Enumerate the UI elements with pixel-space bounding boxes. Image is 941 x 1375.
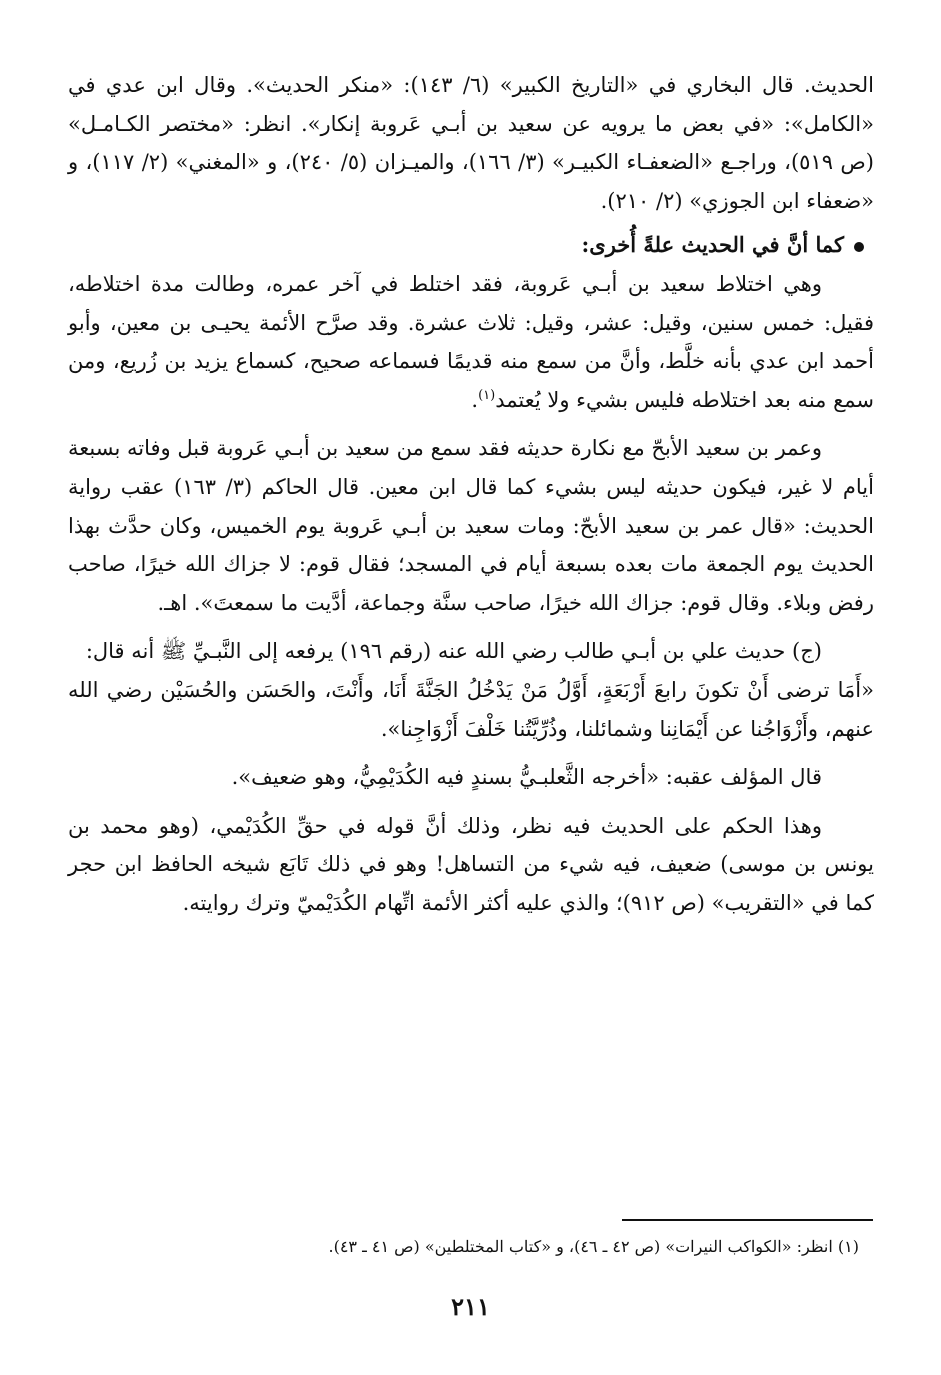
paragraph-2 [68,265,874,419]
bullet-icon [854,242,864,252]
hadith-quote: «أَمَا ترضى أَنْ تكونَ رابعَ أَرْبَعَةٍ، أَوَّلُ مَنْ يَدْخُلُ الجَنَّةَ أَنَا، وأَنْتَ، والحَسَن والحُسَيْن رضي الله عنهم، وأَزْوَاجُنا عن أَيْمَانِنا وشمائلنا، وذُرِّيَّتُنا خَلْفَ أَزْوَاجِنا». [68,677,874,741]
page-body [68,66,874,922]
paragraph-6: وهذا الحكم على الحديث فيه نظر، وذلك أنَّ قوله في حقِّ الكُدَيْمي، (وهو محمد بن يونس بن موسى) ضعيف، فيه شيء من التساهل! وهو في ذلك تَابَع شيخه الحافظ ابن حجر كما في «التقريب» (ص ٩١٢)؛ والذي عليه أكثر الأئمة اتِّهام الكُدَيْميّ وترك روايته. [68,813,874,915]
footnote-reference: (١) [478,387,496,403]
paragraph-2-text: وهي اختلاط سعيد بن أبـي عَروبة، فقد اختلط في آخر عمره، وطالت مدة اختلاطه، فقيل: خمس سنين، وقيل: عشر، وقيل: ثلاث عشرة. وقد صرَّح الأئمة يحيـى بن معين، وأبو أحمد ابن عدي بأنه خلَّط، وأنَّ من سمع منه قديمًا فسماعه صحيح، كسماع يزيد بن زُريع، ومن سمع منه بعد اختلاطه فليس بشيء ولا يُعتمد [68,271,874,412]
paragraph-2-end: . [471,387,479,412]
paragraph-1: الحديث. قال البخاري في «التاريخ الكبير» (٦/ ١٤٣): «منكر الحديث». وقال ابن عدي في «الكامل»: «في بعض ما يرويه عن سعيد بن أبـي عَروبة إنكار». انظر: «مختصر الكـامـل» (ص ٥١٩)، وراجـع «الضعفـاء الكبيـر» (٣/ ١٦٦)، والميـزان (٥/ ٢٤٠)، و «المغني» (٢/ ١١٧)، و «ضعفاء ابن الجوزي» (٢/ ٢١٠). [68,73,874,213]
section-heading [68,226,874,265]
paragraph-3: وعمر بن سعيد الأبحّ مع نكارة حديثه فقد سمع من سعيد بن أبـي عَروبة قبل وفاته بسبعة أيام لا غير، فيكون حديثه ليس بشيء كما قال ابن معين. قال الحاكم (٣/ ١٦٣) عقب رواية الحديث: «قال عمر بن سعيد الأبحّ: ومات سعيد بن أبـي عَروبة يوم الخميس، وكان حدَّث بهذا الحديث يوم الجمعة مات بعده بسبعة أيام في المسجد؛ فقال قوم: لا جزاك الله خيرًا، صاحب رفض وبلاء. وقال قوم: جزاك الله خيرًا، صاحب سنَّة وجماعة، أدَّيت ما سمعتَ». اهـ. [68,436,874,615]
footnote-divider [622,1219,873,1221]
footnote: (١) انظر: «الكواكب النيرات» (ص ٤٢ ـ ٤٦)، و «كتاب المختلطين» (ص ٤١ ـ ٤٣). [328,1237,859,1256]
heading-text: كما أنَّ في الحديث علةً أُخرى: [581,232,844,258]
page-number: ٢١١ [451,1292,490,1321]
paragraph-5: قال المؤلف عقبه: «أخرجه الثَّعلبـيُّ بسندٍ فيه الكُدَيْمِيُّ، وهو ضعيف». [231,765,822,790]
paragraph-4: (ج) حديث علي بن أبـي طالب رضي الله عنه (رقم ١٩٦) يرفعه إلى النَّبـيِّ ﷺ أنه قال: [85,639,822,664]
